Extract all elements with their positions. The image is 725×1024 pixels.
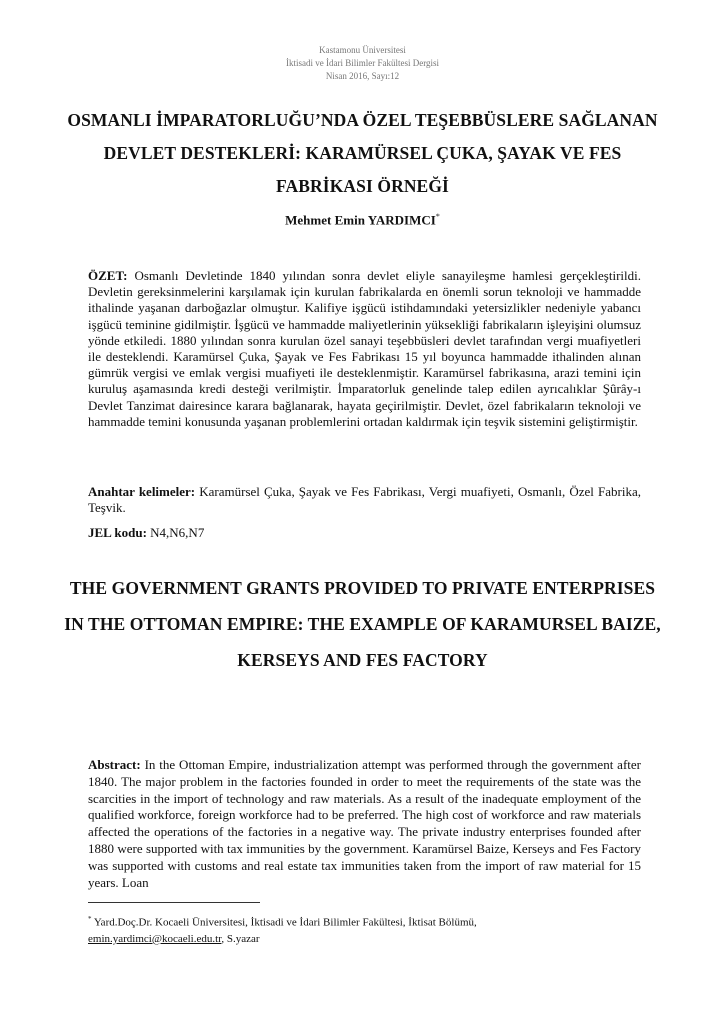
footnote-tail: , S.yazar xyxy=(221,932,260,945)
paper-title-english: THE GOVERNMENT GRANTS PROVIDED TO PRIVATE ENTERPRISES IN THE OTTOMAN EMPIRE: THE EXAMPLE OF KARAMURSEL BAIZE, KERSEYS AND FES FACTORY xyxy=(64,578,661,670)
author-name: Mehmet Emin YARDIMCI xyxy=(285,212,436,228)
paper-title-turkish: OSMANLI İMPARATORLUĞU’NDA ÖZEL TEŞEBBÜSLERE SAĞLANAN DEVLET DESTEKLERİ: KARAMÜRSEL ÇUKA, ŞAYAK VE FES FABRİKASI ÖRNEĞİ xyxy=(67,110,658,196)
footnote-marker: * xyxy=(88,915,92,923)
abstract-paragraph xyxy=(88,757,641,891)
footnote xyxy=(88,911,641,947)
jel-paragraph xyxy=(88,525,641,541)
footnote-email-link[interactable]: emin.yardimci@kocaeli.edu.tr xyxy=(88,932,222,945)
ozet-text: Osmanlı Devletinde 1840 yılından sonra devlet eliyle sanayileşme hamlesi gerçekleştirildi. Devletin gereksinmelerini karşılamak için kurulan fabrikalarda en önemli sorun teknoloji ve hammadde ithalinde yaşanan darboğazlar olmuştur. Kalifiye işgücü istihdamındaki yetersizlikler nedeniyle yabancı işgücü teminine gidilmiştir. İşgücü ve hammadde maliyetlerinin yüksekliği fabrikaların işleyişini olumsuz yönde etkiledi. 1880 yılından sonra kurulan özel sanayi teşebbüsleri devlet tarafından vergi muafiyetleri ile desteklendi. Karamürsel Çuka, Şayak ve Fes Fabrikası 15 yıl boyunca hammadde ithalinden alınan gümrük vergisi ve emlak vergisi muafiyeti ile desteklenmiştir. Karamürsel fabrikasına, arazi temini için kuruluş aşamasında kredi desteği verilmiştir. İmparatorluk genelinde talep edilen ayrıcalıklar Şûrây-ı Devlet Tanzimat dairesince karara bağlanarak, hayata geçirilmiştir. Devlet, özel fabrikaların teknoloji ve hammadde temini konusunda yaşanan problemlerini ortadan kaldırmak için teşvik sistemini geliştirmiştir. xyxy=(88,268,641,429)
keywords-paragraph xyxy=(88,484,641,516)
ozet-label: ÖZET: xyxy=(88,268,128,283)
journal-header xyxy=(0,44,725,83)
keywords-text: Karamürsel Çuka, Şayak ve Fes Fabrikası, Vergi muafiyeti, Osmanlı, Özel Fabrika, Teşvik. xyxy=(88,484,641,516)
journal-name: İktisadi ve İdari Bilimler Fakültesi Dergisi xyxy=(285,58,440,68)
journal-university: Kastamonu Üniversitesi xyxy=(319,45,406,55)
footnote-affiliation: Yard.Doç.Dr. Kocaeli Üniversitesi, İktisadi ve İdari Bilimler Fakültesi, İktisat Bölümü, xyxy=(91,916,477,929)
keywords-label: Anahtar kelimeler: xyxy=(88,484,196,499)
abstract-text: In the Ottoman Empire, industrialization attempt was performed through the government after 1840. The major problem in the factories founded in order to meet the requirements of the state was the scarcities in the import of technology and raw materials. As a result of the inadequate employment of the qualified workforce, foreign workforce had to be preferred. The high cost of workforce and raw materials affected the operations of the factories in a negative way. The private industry enterprises founded after 1880 were supported with tax immunities by the government. Karamürsel Baize, Kerseys and Fes Factory was supported with customs and real estate tax immunities taken from the import of raw material for 15 years. Loan xyxy=(88,757,641,890)
abstract-label: Abstract: xyxy=(88,757,141,772)
jel-label: JEL kodu: xyxy=(88,525,147,540)
author-footnote-marker: * xyxy=(435,212,440,221)
author-line xyxy=(0,212,725,228)
jel-codes: N4,N6,N7 xyxy=(146,525,205,540)
footnote-divider xyxy=(88,902,260,903)
ozet-paragraph xyxy=(88,268,641,430)
journal-issue: Nisan 2016, Sayı:12 xyxy=(325,71,400,81)
